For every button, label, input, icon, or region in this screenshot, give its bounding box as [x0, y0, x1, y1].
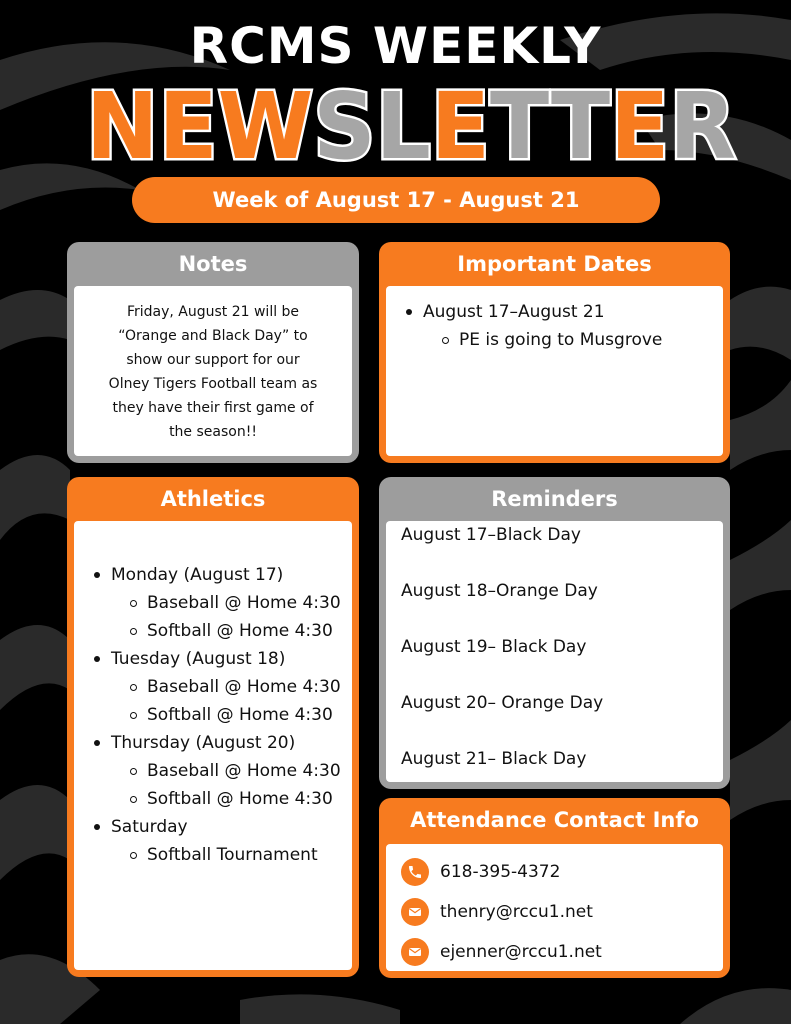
sub-list: [111, 589, 352, 645]
important-dates-title: Important Dates: [457, 252, 652, 276]
contact-email[interactable]: [386, 892, 723, 932]
attendance-card: [379, 798, 730, 978]
sub-list-item: PE is going to Musgrove: [423, 326, 723, 354]
attendance-body: [386, 844, 723, 971]
phone-icon: [401, 858, 429, 886]
masthead-letter: E: [430, 73, 494, 170]
important-dates-card: [379, 242, 730, 463]
contact-phone[interactable]: [386, 852, 723, 892]
notes-text: [74, 286, 352, 444]
reminders-card: [379, 477, 730, 789]
reminder-item: August 19– Black Day: [401, 637, 587, 657]
contact-text: ejenner@rccu1.net: [440, 942, 602, 962]
reminder-item: August 17–Black Day: [401, 525, 581, 545]
reminder-item: August 20– Orange Day: [401, 693, 604, 713]
notes-title: Notes: [178, 252, 248, 276]
reminders-list: [386, 521, 723, 789]
notes-line: “Orange and Black Day” to: [118, 328, 308, 344]
sub-list: [423, 326, 723, 354]
athletics-body: [74, 521, 352, 970]
sub-list-item: Softball @ Home 4:30: [111, 785, 352, 813]
important-dates-list: [386, 286, 723, 354]
contact-text: thenry@rccu1.net: [440, 902, 593, 922]
sub-list-item: Baseball @ Home 4:30: [111, 673, 352, 701]
contact-email[interactable]: [386, 932, 723, 972]
contact-text: 618-395-4372: [440, 862, 561, 882]
notes-line: they have their first game of: [112, 400, 314, 416]
notes-line: Friday, August 21 will be: [126, 304, 300, 320]
sub-list-item: Softball @ Home 4:30: [111, 617, 352, 645]
email-icon: [401, 898, 429, 926]
reminder-item: August 18–Orange Day: [401, 581, 598, 601]
list-item: [401, 298, 723, 354]
list-item: [89, 729, 352, 813]
attendance-title: Attendance Contact Info: [410, 808, 699, 832]
sub-list-item: Softball Tournament: [111, 841, 352, 869]
day-label: Saturday: [111, 817, 188, 837]
sub-list-item: Baseball @ Home 4:30: [111, 589, 352, 617]
masthead-letter: S: [313, 73, 380, 170]
day-label: Thursday (August 20): [111, 733, 296, 753]
reminder-item: August 21– Black Day: [401, 749, 587, 769]
notes-card: [67, 242, 359, 463]
notes-line: Olney Tigers Football team as: [108, 376, 318, 392]
masthead-letter: N: [86, 73, 163, 170]
sub-list-item: Softball @ Home 4:30: [111, 701, 352, 729]
date-label: August 17–August 21: [423, 302, 605, 322]
email-icon: [401, 938, 429, 966]
masthead-wordmark-text: [86, 73, 741, 170]
notes-body: [74, 286, 352, 456]
notes-line: the season!!: [169, 424, 257, 440]
week-banner: Week of August 17 - August 21: [132, 177, 660, 223]
athletics-list: [74, 521, 352, 869]
athletics-title: Athletics: [160, 487, 266, 511]
masthead-letter: T: [551, 73, 614, 170]
masthead-letter: E: [158, 73, 222, 170]
masthead-letter: T: [489, 73, 555, 170]
masthead-letter: W: [217, 73, 320, 170]
masthead-line1: RCMS WEEKLY: [189, 17, 602, 75]
list-item: [89, 561, 352, 645]
masthead-newsletter-wordmark: [76, 70, 746, 170]
sub-list: [111, 841, 352, 869]
sub-list-item: Baseball @ Home 4:30: [111, 757, 352, 785]
day-label: Monday (August 17): [111, 565, 284, 585]
sub-list: [111, 673, 352, 729]
reminders-body: [386, 521, 723, 782]
notes-line: show our support for our: [126, 352, 300, 368]
sub-list: [111, 757, 352, 813]
important-dates-body: [386, 286, 723, 456]
reminders-title: Reminders: [491, 487, 618, 511]
day-label: Tuesday (August 18): [111, 649, 286, 669]
athletics-card: [67, 477, 359, 977]
masthead-letter: L: [375, 73, 435, 170]
list-item: [89, 645, 352, 729]
masthead-letter: R: [669, 73, 741, 170]
masthead-letter: E: [610, 73, 673, 170]
list-item: [89, 813, 352, 869]
